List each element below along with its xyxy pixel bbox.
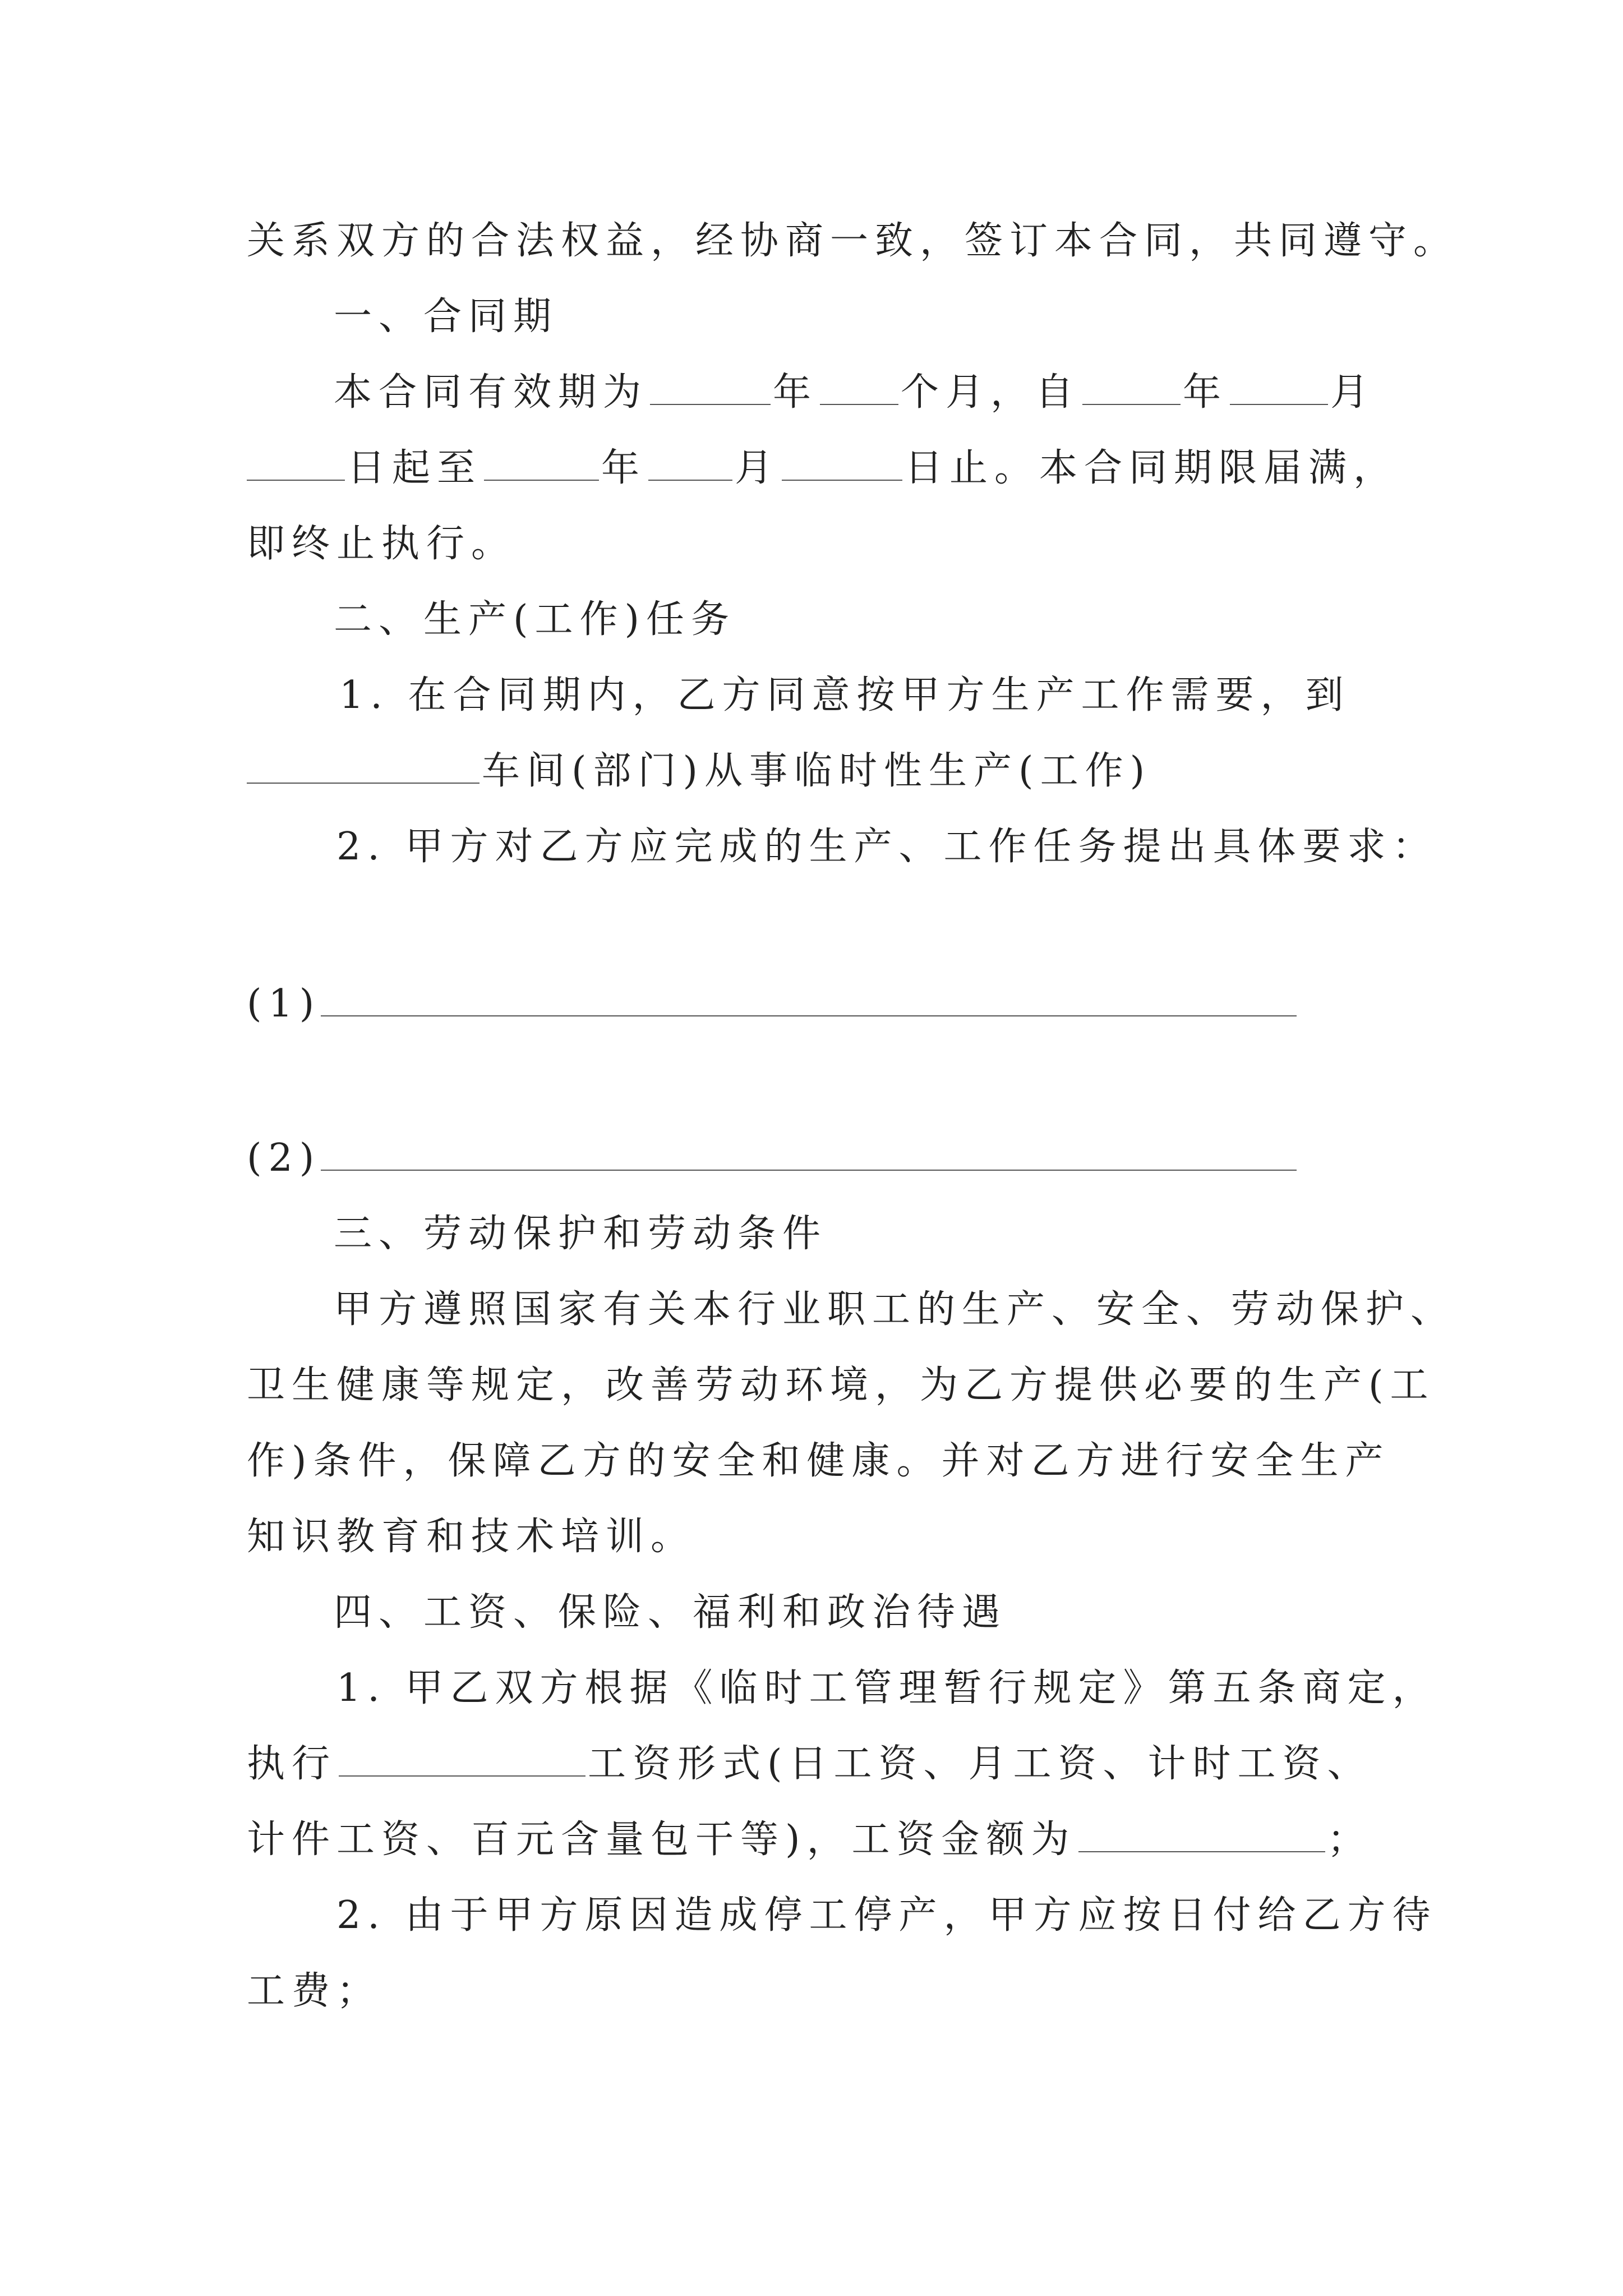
text: 本合同有效期为 <box>334 370 648 415</box>
blank-field-start-year[interactable] <box>1082 370 1181 405</box>
paragraph-line <box>247 440 1623 496</box>
paragraph-line <box>334 365 1623 421</box>
paragraph-line <box>334 1282 1623 1338</box>
paragraph-line <box>247 1963 1623 2019</box>
heading-text: 四、工资、保险、福利和政治待遇 <box>334 1590 1007 1635</box>
blank-field-end-month[interactable] <box>648 446 732 481</box>
text: 月 <box>1330 370 1376 415</box>
paragraph-line <box>247 1812 1623 1868</box>
text: 执行 <box>247 1742 337 1786</box>
section-heading-wages-insurance <box>334 1585 1623 1641</box>
blank-field-wage-amount[interactable] <box>1078 1818 1325 1852</box>
text: 1. 在合同期内，乙方同意按甲方生产工作需要，到 <box>339 673 1350 717</box>
heading-text: 三、劳动保护和劳动条件 <box>334 1212 828 1256</box>
text: 日起至 <box>347 446 482 490</box>
paragraph-line <box>336 1660 1623 1717</box>
blank-field-years[interactable] <box>650 370 771 405</box>
text: 知识教育和技术培训。 <box>247 1515 696 1559</box>
section-heading-contract-term <box>334 289 1623 345</box>
paragraph-line <box>336 819 1623 875</box>
text: 日止。本合同期限届满， <box>905 446 1399 490</box>
text: 2. 由于甲方原因造成停工停产，甲方应按日付给乙方待 <box>336 1893 1437 1938</box>
paragraph-line <box>247 743 1623 799</box>
paragraph-line <box>339 668 1623 724</box>
paragraph-line <box>336 1888 1623 1944</box>
heading-text: 一、合同期 <box>334 295 559 339</box>
requirement-item-2 <box>247 1130 1623 1186</box>
text: 年 <box>773 370 818 415</box>
paragraph-line <box>247 1736 1623 1792</box>
item-label: (2) <box>247 1136 321 1180</box>
blank-field-requirement-1[interactable] <box>321 982 1297 1016</box>
text: 甲方遵照国家有关本行业职工的生产、安全、劳动保护、 <box>334 1287 1456 1332</box>
paragraph-line <box>247 213 1623 269</box>
paragraph-line <box>247 1358 1623 1414</box>
blank-field-months[interactable] <box>820 370 898 405</box>
text: 卫生健康等规定，改善劳动环境，为乙方提供必要的生产(工 <box>247 1363 1435 1407</box>
blank-field-workshop[interactable] <box>247 749 479 784</box>
text: ； <box>1327 1818 1372 1862</box>
blank-field-end-day[interactable] <box>782 446 902 481</box>
blank-field-start-month[interactable] <box>1230 370 1328 405</box>
text: 工资形式(日工资、月工资、计时工资、 <box>588 1742 1372 1786</box>
requirement-item-1 <box>247 976 1623 1032</box>
text: 计件工资、百元含量包干等)，工资金额为 <box>247 1818 1076 1862</box>
text: 个月，自 <box>901 370 1081 415</box>
text: 2. 甲方对乙方应完成的生产、工作任务提出具体要求： <box>336 825 1437 869</box>
paragraph-line <box>247 1433 1623 1489</box>
text: 即终止执行。 <box>247 522 517 566</box>
text: 关系双方的合法权益，经协商一致，签订本合同，共同遵守。 <box>247 219 1459 263</box>
text: 1. 甲乙双方根据《临时工管理暂行规定》第五条商定， <box>336 1666 1437 1710</box>
blank-field-requirement-2[interactable] <box>321 1136 1297 1171</box>
blank-field-start-day[interactable] <box>247 446 345 481</box>
text: 年 <box>1183 370 1228 415</box>
item-label: (1) <box>247 982 321 1026</box>
section-heading-labor-protection <box>334 1206 1623 1262</box>
paragraph-line <box>247 1509 1623 1565</box>
blank-field-end-year[interactable] <box>484 446 599 481</box>
text: 作)条件，保障乙方的安全和健康。并对乙方进行安全生产 <box>247 1439 1390 1483</box>
blank-field-wage-form[interactable] <box>339 1742 585 1777</box>
text: 车间(部门)从事临时性生产(工作) <box>482 749 1152 793</box>
text: 工费； <box>247 1969 382 2013</box>
section-heading-production-task <box>334 592 1623 648</box>
text: 月 <box>735 446 780 490</box>
text: 年 <box>601 446 647 490</box>
paragraph-line <box>247 516 1623 572</box>
heading-text: 二、生产(工作)任务 <box>334 597 736 642</box>
